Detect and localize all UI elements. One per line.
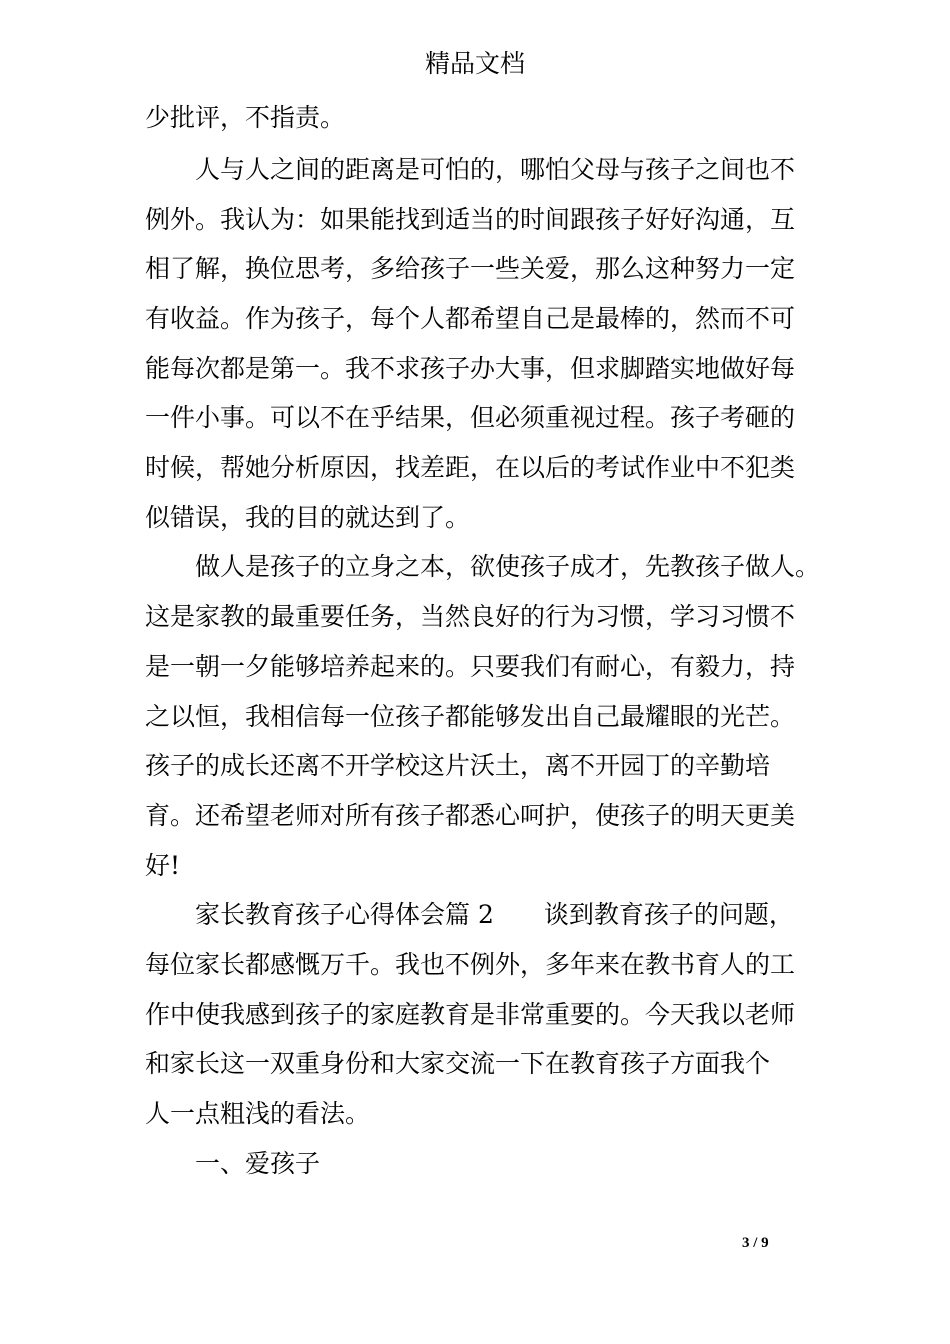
text-line: 能每次都是第一。我不求孩子办大事，但求脚踏实地做好每 <box>145 354 796 383</box>
text-line: 人一点粗浅的看法。 <box>145 1099 371 1128</box>
page-number: 3 / 9 <box>742 1235 769 1251</box>
text-line: 做人是孩子的立身之本，欲使孩子成才，先教孩子做人。 <box>195 552 821 581</box>
page-header-title: 精品文档 <box>424 49 525 78</box>
text-line: 时候，帮她分析原因，找差距，在以后的考试作业中不犯类 <box>145 453 796 482</box>
text-line: 作中使我感到孩子的家庭教育是非常重要的。今天我以老师 <box>145 1000 796 1029</box>
text-line: 例外。我认为：如果能找到适当的时间跟孩子好好沟通，互 <box>145 205 796 234</box>
text-line: 是一朝一夕能够培养起来的。只要我们有耐心，有毅力，持 <box>145 652 796 681</box>
text-line: 每位家长都感慨万千。我也不例外，多年来在教书育人的工 <box>145 950 796 979</box>
text-line: 人与人之间的距离是可怕的，哪怕父母与孩子之间也不 <box>195 155 796 184</box>
text-line: 这是家教的最重要任务，当然良好的行为习惯，学习习惯不 <box>145 602 796 631</box>
text-line: 之以恒，我相信每一位孩子都能够发出自己最耀眼的光芒。 <box>145 702 796 731</box>
text-line: 似错误，我的目的就达到了。 <box>145 503 471 532</box>
text-line: 一件小事。可以不在乎结果，但必须重视过程。孩子考砸的 <box>145 403 796 432</box>
text-line: 家长教育孩子心得体会篇 2 谈到教育孩子的问题， <box>195 900 794 929</box>
text-line: 相了解，换位思考，多给孩子一些关爱，那么这种努力一定 <box>145 254 796 283</box>
text-line: 有收益。作为孩子，每个人都希望自己是最棒的，然而不可 <box>145 304 796 333</box>
text-line: 少批评，不指责。 <box>145 103 346 132</box>
text-line: 和家长这一双重身份和大家交流一下在教育孩子方面我个 <box>145 1049 771 1078</box>
section-heading: 一、爱孩子 <box>195 1149 321 1178</box>
text-line: 好! <box>145 851 181 880</box>
text-line: 孩子的成长还离不开学校这片沃土，离不开园丁的辛勤培 <box>145 751 771 780</box>
text-line: 育。还希望老师对所有孩子都悉心呵护，使孩子的明天更美 <box>145 801 796 830</box>
